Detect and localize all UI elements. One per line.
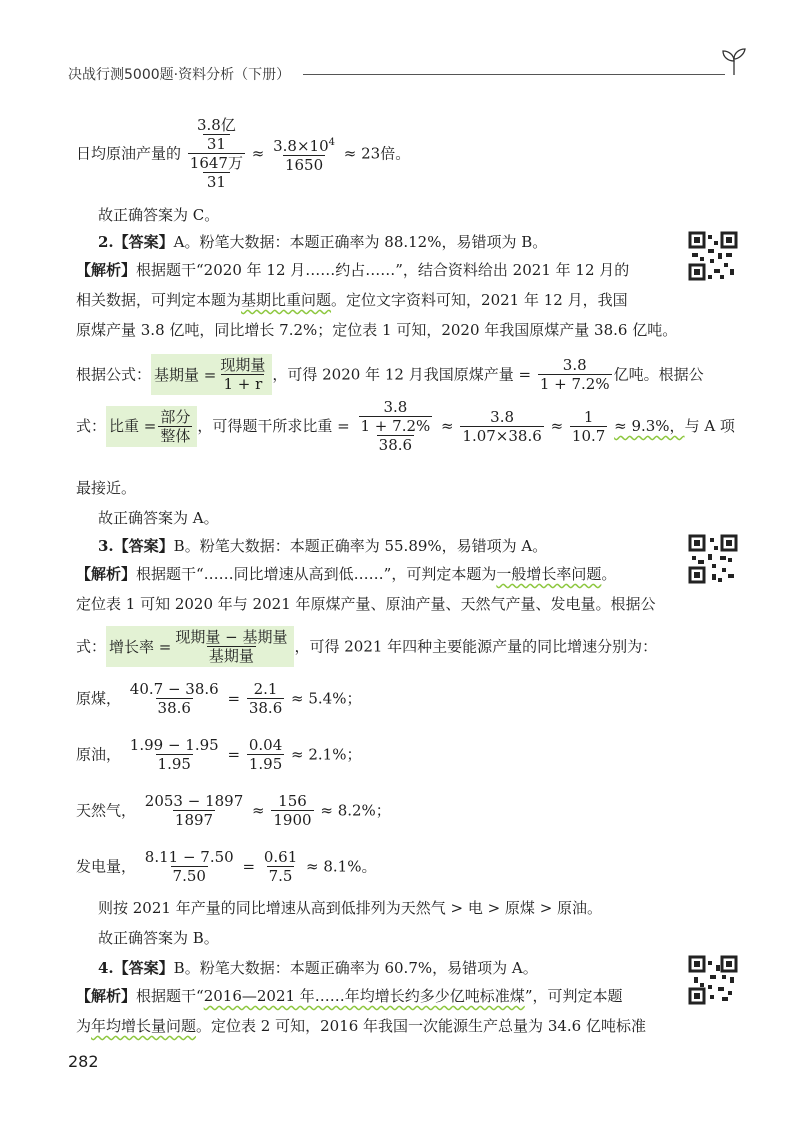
q2-ratio-intro: 式： — [76, 417, 107, 435]
qr-code-q4[interactable] — [688, 955, 738, 1005]
calc-den2: 7.5 — [268, 867, 293, 885]
base-num: 现期量 — [220, 356, 266, 374]
ratio-den: 整体 — [160, 426, 191, 445]
q2-analysis-line2 — [76, 290, 628, 310]
calc-den2: 38.6 — [248, 699, 283, 717]
calc-den: 38.6 — [157, 699, 191, 717]
q4-answer-line — [98, 958, 538, 978]
calc-row-power: 发电量， $\frac{8.11 - 7.50}{7.50}$ = $\frac{0.61}{7.5}$ ≈ 8.1%。 — [76, 848, 377, 885]
ratio-mid: ，可得题干所求比重 = — [197, 417, 350, 435]
q3-growth-formula-line — [76, 626, 657, 667]
calc-prefix: 日均原油产量的 — [76, 144, 182, 163]
calc-den: 7.50 — [172, 867, 206, 885]
outer-den-den: 31 — [203, 172, 230, 191]
base-val-den: 1 + 7.2% — [539, 375, 610, 393]
q2-line2-a: 相关数据，可判定本题为 — [76, 291, 242, 309]
outer-den-num: 1647万 — [189, 154, 243, 172]
q3-label: 3.【答案】 — [98, 537, 174, 555]
base-den: 1 + r — [223, 375, 263, 393]
q3-answer: 故正确答案为 B。 — [98, 929, 219, 947]
q2-label: 2.【答案】 — [98, 233, 174, 251]
calc-den2: 1.95 — [248, 755, 283, 773]
q2-closest: 最接近。 — [76, 479, 137, 497]
q4-analysis-line1 — [76, 986, 622, 1006]
q3-order: 则按 2021 年产量的同比增速从高到低排列为天然气 > 电 > 原煤 > 原油。 — [98, 899, 603, 917]
q2-formula-intro: 根据公式： — [76, 365, 152, 384]
sprout-icon — [720, 46, 748, 76]
q2-base-formula — [151, 354, 272, 395]
approx-exp: 4 — [328, 136, 336, 148]
growth-num: 现期量 − 基期量 — [175, 628, 288, 646]
calc-num2: 0.04 — [248, 736, 283, 754]
calc-row-coal: 原煤， $\frac{40.7 - 38.6}{38.6}$ = $\frac{2.1}{38.6}$ ≈ 5.4%； — [76, 680, 362, 717]
header-rule — [303, 74, 725, 75]
calc-num: 8.11 − 7.50 — [144, 848, 234, 866]
ratio-nested-fraction — [357, 398, 435, 454]
q2-answer-line — [98, 232, 547, 252]
q2-analysis-line1 — [76, 260, 629, 280]
q2-base-formula-line — [76, 354, 704, 395]
ratio-tail: 与 A 项 — [684, 417, 735, 435]
q4-line2-highlight: 年均增长量问题 — [91, 1017, 197, 1035]
base-val-num: 3.8 — [562, 356, 587, 374]
r1-inner-num: 3.8 — [383, 398, 408, 416]
q2-ratio-formula-line: 式： 比重 = $\frac{\text{部分}}{\text{整体}}$ ，可得题干所求比重 = $\frac{\frac{3.8}{1 + 7.2\%}}{38.6}$ ≈ $\frac{3.8}{1.07\times 38.6}$ ≈ $\frac{1}{10.7}$ ≈ 9.3%，与 A 项 — [76, 398, 735, 454]
calc-den: 1.95 — [157, 755, 191, 773]
base-mid: ，可得 2020 年 12 月我国原煤产量 = — [272, 365, 532, 384]
ratio-lhs: 比重 = — [109, 417, 157, 435]
calc-num: 40.7 − 38.6 — [129, 680, 219, 698]
calc-num: 2053 − 1897 — [144, 792, 244, 810]
q3-line1-b: 。 — [601, 565, 617, 583]
q2-answer-text: A。粉笔大数据：本题正确率为 88.12%，易错项为 B。 — [173, 233, 548, 251]
q2-line1: 根据题干“2020 年 12 月……约占……”，结合资料给出 2021 年 12 月的 — [136, 261, 630, 279]
calc-den: 1897 — [174, 811, 214, 829]
calc-row-gas: 天然气， $\frac{2053 - 1897}{1897}$ ≈ $\frac{156}{1900}$ ≈ 8.2%； — [76, 792, 391, 829]
q4-line1-a: 根据题干“ — [136, 987, 204, 1005]
ratio-result: ≈ 9.3%， — [614, 417, 685, 435]
running-header — [68, 64, 748, 90]
header-title: 决战行测5000题·资料分析（下册） — [68, 67, 291, 83]
q2-answer: 故正确答案为 A。 — [98, 509, 219, 527]
ratio-num: 部分 — [160, 407, 191, 426]
q4-label: 4.【答案】 — [98, 959, 174, 977]
outer-num-den: 31 — [203, 134, 230, 153]
q2-line2-b: 。定位文字资料可知，2021 年 12 月，我国 — [331, 291, 628, 309]
q2-line2-highlight: 基期比重问题 — [241, 291, 332, 309]
qr-code-q2[interactable] — [688, 231, 738, 281]
r2-den: 1.07×38.6 — [462, 426, 542, 445]
q3-analysis-label: 【解析】 — [76, 565, 137, 583]
q4-line2-a: 为 — [76, 1017, 92, 1035]
calc-num2: 156 — [278, 792, 307, 810]
base-lhs: 基期量 = — [154, 365, 217, 384]
q2-ratio-formula — [106, 406, 197, 447]
r1-inner-den: 1 + 7.2% — [360, 417, 431, 435]
q4-analysis-label: 【解析】 — [76, 987, 137, 1005]
calc-num2: 2.1 — [253, 680, 278, 698]
calc-den2: 1900 — [273, 811, 312, 829]
q4-answer-text: B。粉笔大数据：本题正确率为 60.7%，易错项为 A。 — [173, 959, 538, 977]
calc-num2: 0.61 — [263, 848, 298, 866]
qr-code-q3[interactable] — [688, 534, 738, 584]
calc-name: 原油， — [76, 745, 122, 764]
answer-c: 故正确答案为 C。 — [98, 206, 220, 224]
approx-num: 3.8×10 — [273, 136, 329, 155]
q2-analysis-line3: 原煤产量 3.8 亿吨，同比增长 7.2%；定位表 1 可知，2020 年我国原煤产量 38.6 亿吨。 — [76, 321, 678, 339]
q3-growth-formula — [106, 626, 294, 667]
growth-den: 基期量 — [208, 647, 254, 665]
q3-analysis-line2: 定位表 1 可知 2020 年与 2021 年原煤产量、原油产量、天然气产量、发电量。根据公 — [76, 595, 656, 613]
calc-result: ≈ 8.2%； — [320, 801, 391, 820]
approx-fraction — [271, 134, 337, 174]
growth-lhs: 增长率 = — [109, 637, 172, 656]
q4-line2-b: 。定位表 2 可知，2016 年我国一次能源生产总量为 34.6 亿吨标准 — [196, 1017, 646, 1035]
calc-name: 天然气， — [76, 801, 137, 820]
q3-answer-text: B。粉笔大数据：本题正确率为 55.89%，易错项为 A。 — [173, 537, 548, 555]
calc-result: ≈ 2.1%； — [291, 745, 362, 764]
calc-row-oil: 原油， $\frac{1.99 - 1.95}{1.95}$ = $\frac{0.04}{1.95}$ ≈ 2.1%； — [76, 736, 362, 773]
calc-result: ≈ 5.4%； — [291, 689, 362, 708]
r2-num: 3.8 — [490, 407, 515, 426]
calc-name: 发电量， — [76, 857, 137, 876]
q2-analysis-label: 【解析】 — [76, 261, 137, 279]
page-number: 282 — [68, 1052, 99, 1071]
growth-tail: ，可得 2021 年四种主要能源产量的同比增速分别为： — [294, 637, 658, 656]
approx-den: 1650 — [284, 155, 324, 174]
outer-fraction — [188, 116, 245, 191]
calc-name: 原煤， — [76, 689, 122, 708]
q4-line1-highlight: 2016—2021 年……年均增长约多少亿吨标准煤 — [203, 987, 525, 1005]
r3-den: 10.7 — [571, 426, 606, 445]
q3-answer-line — [98, 536, 547, 556]
q3-line1-a: 根据题干“……同比增速从高到低……”，可判定本题为 — [136, 565, 497, 583]
r3-num: 1 — [583, 407, 594, 426]
calc-daily-oil: 日均原油产量的 3.8亿 31 1647万 31 ≈ $\frac{3.8\times 10^4}{1650}$ ≈ 23倍。 — [76, 116, 411, 191]
base-tail: 亿吨。根据公 — [613, 365, 704, 384]
q4-analysis-line2 — [76, 1016, 646, 1036]
q3-line1-highlight: 一般增长率问题 — [496, 565, 602, 583]
q3-analysis-line1 — [76, 564, 616, 584]
outer-num-num: 3.8亿 — [196, 116, 236, 134]
calc-num: 1.99 − 1.95 — [129, 736, 219, 754]
calc-result: ≈ 23倍。 — [343, 144, 411, 163]
q4-line1-b: ”，可判定本题 — [524, 987, 623, 1005]
r1-den: 38.6 — [378, 436, 413, 454]
q3-formula-intro: 式： — [76, 637, 107, 656]
calc-result: ≈ 8.1%。 — [306, 857, 377, 876]
